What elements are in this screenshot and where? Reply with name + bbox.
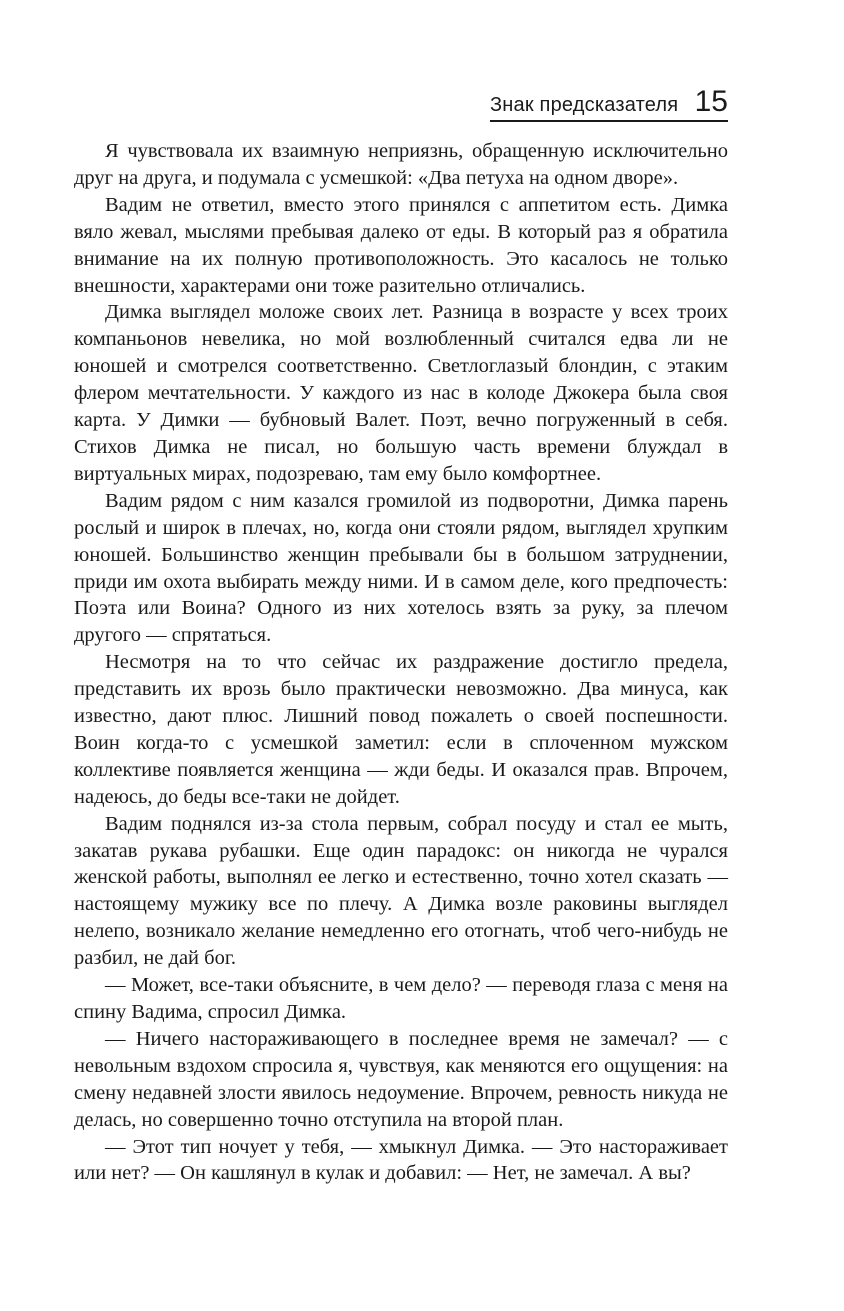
body-text <box>74 138 728 1187</box>
paragraph: Несмотря на то что сейчас их раздражение достигло предела, представить их врозь было практически невозможно. Два минуса, как известно, дают плюс. Лишний повод пожалеть о своей поспешности. Воин когда-то с усмешкой заметил: если в сплоченном мужском коллективе появляется женщина — жди беды. И оказался прав. Впрочем, надеюсь, до беды все-таки не дойдет. <box>74 651 728 808</box>
running-title: Знак предсказателя <box>490 94 679 116</box>
paragraph: Вадим не ответил, вместо этого принялся с аппетитом есть. Димка вяло жевал, мыслями пребывая далеко от еды. В который раз я обратила внимание на их полную противоположность. Это касалось не только внешности, характерами они тоже разительно отличались. <box>74 193 728 297</box>
paragraph: Димка выглядел моложе своих лет. Разница в возрасте у всех троих компаньонов невелика, но мой возлюбленный считался едва ли не юношей и смотрелся соответственно. Светлоглазый блондин, с этаким флером мечтательности. У каждого из нас в колоде Джокера была своя карта. У Димки — бубновый Валет. Поэт, вечно погруженный в себя. Стихов Димка не писал, но большую часть времени блуждал в виртуальных мирах, подозреваю, там ему было комфортнее. <box>74 301 728 485</box>
page-number: 15 <box>694 85 728 118</box>
paragraph: Я чувствовала их взаимную неприязнь, обращенную исключительно друг на друга, и подумала с усмешкой: «Два петуха на одном дворе». <box>74 140 728 189</box>
paragraph: — Может, все-таки объясните, в чем дело? — переводя глаза с меня на спину Вадима, спросил Димка. <box>74 974 728 1023</box>
paragraph: Вадим рядом с ним казался громилой из подворотни, Димка парень рослый и широк в плечах, но, когда они стояли рядом, выглядел хрупким юношей. Большинство женщин пребывали бы в большом затруднении, приди им охота выбирать между ними. И в самом деле, кого предпочесть: Поэта или Воина? Одного из них хотелось взять за руку, за плечом другого — спрятаться. <box>74 489 728 647</box>
page-header <box>490 80 728 122</box>
paragraph: — Этот тип ночует у тебя, — хмыкнул Димка. — Это настораживает или нет? — Он кашлянул в кулак и добавил: — Нет, не замечал. А вы? <box>74 1135 728 1185</box>
paragraph: — Ничего настораживающего в последнее время не замечал? — с невольным вздохом спросила я, чувствуя, как меняются его ощущения: на смену недавней злости явилось недоумение. Впрочем, ревность никуда не делась, но совершенно точно отступила на второй план. <box>74 1027 728 1131</box>
paragraph: Вадим поднялся из-за стола первым, собрал посуду и стал ее мыть, закатав рукава рубашки. Еще один парадокс: он никогда не чурался женской работы, выполнял ее легко и естественно, точно хотел сказать — настоящему мужику все по плечу. А Димка возле раковины выглядел нелепо, возникало желание немедленно его отогнать, чтоб чего-нибудь не разбил, не дай бог. <box>74 812 728 970</box>
